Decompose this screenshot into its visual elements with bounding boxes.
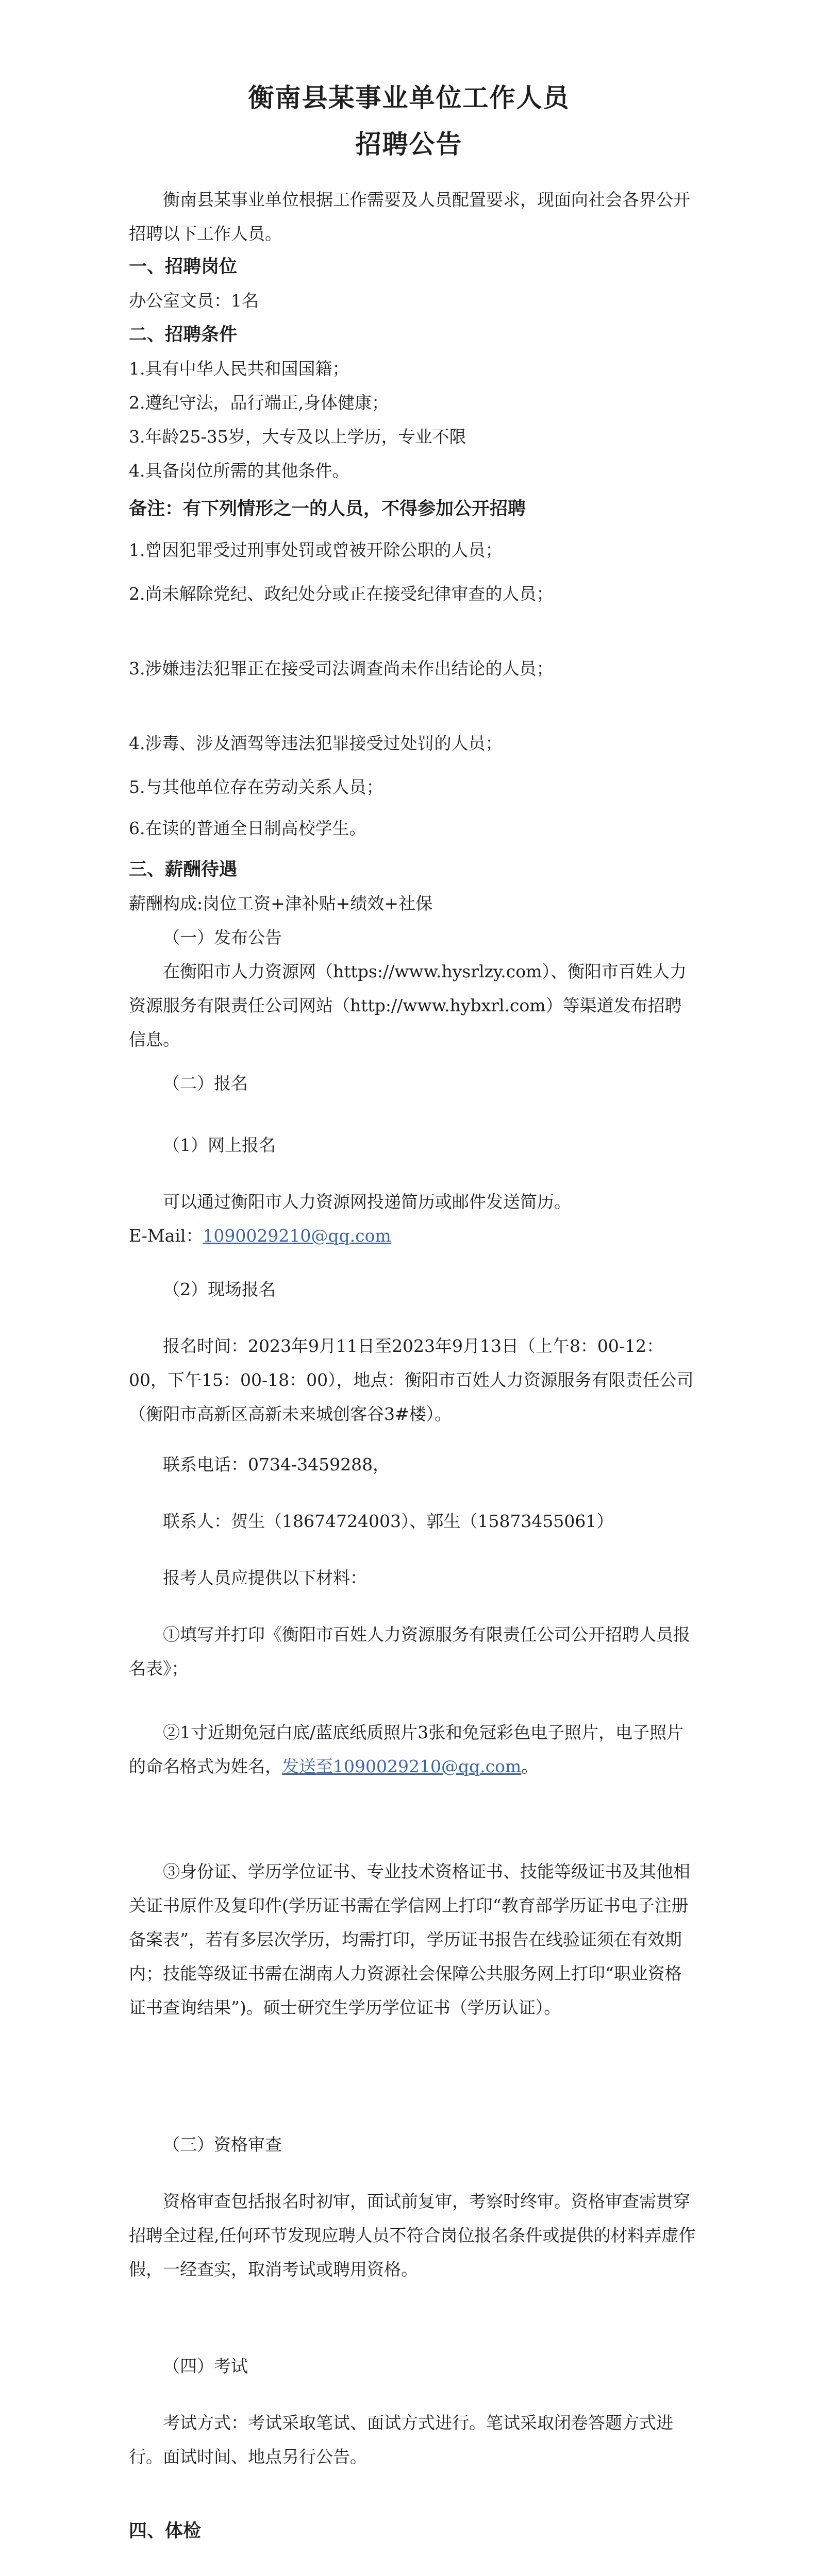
review-body: 资格审查包括报名时初审，面试前复审，考察时终审。资格审查需贯穿招聘全过程,任何环节发现应聘人员不符合岗位报名条件或提供的材料弄虚作假，一经查实，取消考试或聘用资格。 [129,2191,696,2279]
exclusion-item: 4.涉毒、涉及酒驾等违法犯罪接受过处罚的人员； [129,733,503,753]
email-link[interactable]: 1090029210@qq.com [203,1226,391,1246]
exam-body: 考试方式：考试采取笔试、面试方式进行。笔试采取闭卷答题方式进行。面试时间、地点另行公告。 [129,2413,673,2467]
exclusion-item: 2.尚未解除党纪、政纪处分或正在接受纪律审查的人员； [129,584,554,604]
section-2-heading: 二、招聘条件 [129,324,238,345]
email-line [129,1219,696,1253]
condition-item: 2.遵纪守法，品行端正,身体健康； [129,393,389,413]
medical-exam-body-1 [129,2571,696,2576]
subsection-registration-heading: （二）报名 [163,1073,248,1093]
material-send-link[interactable]: 发送至 [282,1756,333,1776]
material-item-3: ③身份证、学历学位证书、专业技术资格证书、技能等级证书及其他相关证书原件及复印件(学历证书需在学信网上打印“教育部学历证书电子注册备案表”，若有多层次学历，均需打印，学历证书报告在线验证须在有效期内；技能等级证书需在湖南人力资源社会保障公共服务网上打印“职业资格证书查询结果”)。硕士研究生学历学位证书（学历认证）。 [129,1861,690,2018]
doc-title: 衡南县某事业单位工作人员 [248,82,570,113]
material-item-2-text: ②1寸近期免冠白底/蓝底纸质照片3张和免冠彩色电子照片，电子照片的命名格式为姓名， [129,1722,684,1776]
section-1-body: 办公室文员：1名 [129,291,259,311]
subsection-review-heading: （三）资格审查 [163,2134,282,2155]
material-item-2-end: 。 [521,1756,539,1776]
registration-time: 报名时间：2023年9月11日至2023年9月13日（上午8：00-12：00，下午15：00-18：00），地点：衡阳市百姓人力资源服务有限责任公司（衡阳市高新区高新未来城创客谷3#楼）。 [129,1336,694,1424]
section-3-heading: 三、薪酬待遇 [129,859,238,880]
announcement-body: 在衡阳市人力资源网（https://www.hysrlzy.com）、衡阳市百姓人力资源服务有限责任公司网站（http://www.hybxrl.com）等渠道发布招聘信息。 [129,961,687,1049]
contact-phone: 联系电话：0734-3459288， [163,1454,390,1475]
condition-item: 3.年龄25-35岁，大专及以上学历，专业不限 [129,427,466,447]
exclusion-item: 1.曾因犯罪受过刑事处罚或曾被开除公职的人员； [129,540,503,560]
exclusion-note: 备注：有下列情形之一的人员，不得参加公开招聘 [129,498,526,519]
exclusion-item: 6.在读的普通全日制高校学生。 [129,818,366,838]
exclusion-item: 5.与其他单位存在劳动关系人员； [129,777,383,797]
condition-item: 1.具有中华人民共和国国籍； [129,359,349,379]
materials-intro: 报考人员应提供以下材料： [163,1568,367,1588]
subsection-exam-heading: （四）考试 [163,2356,248,2376]
exclusion-item: 3.涉嫌违法犯罪正在接受司法调查尚未作出结论的人员； [129,658,554,679]
email-label: E-Mail： [129,1226,203,1246]
online-registration-body: 可以通过衡阳市人力资源网投递简历或邮件发送简历。 [163,1192,571,1212]
section-1-heading: 一、招聘岗位 [129,256,238,277]
salary-body: 薪酬构成:岗位工资+津补贴+绩效+社保 [129,893,433,913]
material-item-2 [129,1716,696,1784]
contact-persons: 联系人：贺生（18674724003）、郭生（15873455061） [163,1511,614,1531]
online-registration-heading: （1）网上报名 [163,1135,276,1155]
material-item-1: ①填写并打印《衡阳市百姓人力资源服务有限责任公司公开招聘人员报名表》； [129,1624,690,1679]
subsection-announcement-heading: （一）发布公告 [163,927,282,947]
material-email-link[interactable]: 1090029210@qq.com [333,1756,522,1776]
doc-subtitle: 招聘公告 [355,129,463,159]
section-4-heading: 四、体检 [129,2520,202,2541]
intro-paragraph: 衡南县某事业单位根据工作需要及人员配置要求，现面向社会各界公开招聘以下工作人员。 [129,190,690,244]
condition-item: 4.具备岗位所需的其他条件。 [129,461,349,481]
onsite-registration-heading: （2）现场报名 [163,1279,276,1299]
